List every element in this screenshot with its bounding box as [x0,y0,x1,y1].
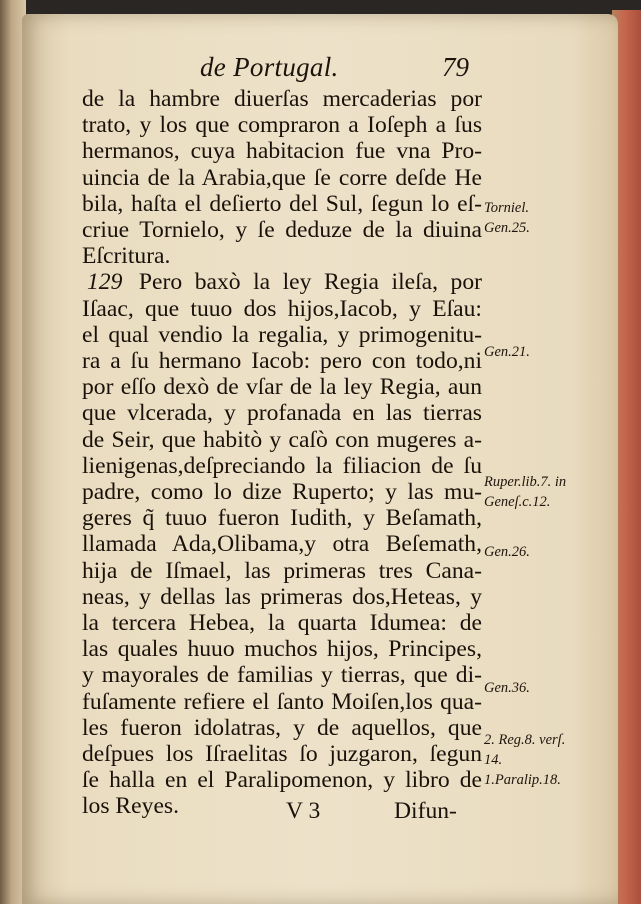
margin-note: Gen.25. [484,220,530,236]
text-line: criue Tornielo, y ſe deduze de la diuina [82,217,482,244]
margin-note: Gen.21. [484,344,530,360]
text-line: neas, y dellas las primeras dos,Heteas, y [82,583,482,610]
text-line: lienigenas,deſpreciando la filiacion de ſu [82,452,482,479]
text-line: por eſſo dexò de vſar de la ley Regia, aun [82,374,482,401]
text-line: hija de Iſmael, las primeras tres Cana- [82,557,482,584]
text-line: de la hambre diuerſas mercaderias por [82,86,482,112]
margin-note: Geneſ.c.12. [484,494,551,510]
text-line: ra a ſu hermano Iacob: pero con todo,ni [82,348,482,375]
margin-note: Torniel. [484,200,529,216]
book-page [22,14,618,904]
body-text [82,86,482,820]
signature-mark: V 3 [286,798,321,824]
page-number: 79 [442,52,469,82]
text-line: fuſamente refiere el ſanto Moiſen,los qua- [82,688,482,715]
text-line: les fueron idolatras, y de aquellos, que [82,714,482,741]
text-line: los Reyes. [82,793,179,820]
text-line: que vlcerada, y profanada en las tierras [82,400,482,427]
catchword: Difun- [394,798,457,824]
text-line: hermanos, cuya habitacion fue vna Pro- [82,138,482,165]
text-line: y mayorales de familias y tierras, que di- [82,662,482,689]
margin-note: Gen.26. [484,544,530,560]
text-line: ſe halla en el Paralipomenon, y libro de [82,767,482,794]
text-line: Eſcritura. [82,243,171,270]
text-line: de Seir, que habitò y caſò con mugeres a- [82,426,482,453]
text-line: las quales huuo muchos hijos, Principes, [82,636,482,663]
margin-note: Ruper.lib.7. in [484,474,567,490]
margin-note: 1.Paralip.18. [484,772,561,788]
section-first-line [82,269,482,295]
margin-note: 2. Reg.8. verſ. [484,732,566,748]
text-line: llamada Ada,Olibama,y otra Beſemath, [82,531,482,558]
text-line: padre, como lo dize Ruperto; y las mu- [82,479,482,506]
text-line: Pero baxò la ley Regia ileſa, por [138,269,483,296]
text-line: uincia de la Arabia,que ſe corre deſde He [82,164,482,191]
text-line: el qual vendio la regalia, y primogenitu- [82,321,482,348]
section-number: 129 [87,269,123,296]
text-line: bila, haſta el deſierto del Sul, ſegun lo eſ- [82,190,482,217]
text-line: deſpues los Iſraelitas ſo juzgaron, ſegun [82,741,482,768]
text-line: Iſaac, que tuuo dos hijos,Iacob, y Eſau: [82,295,482,322]
text-line: la tercera Hebea, la quarta Idumea: de [82,610,482,637]
text-line: geres q̃ tuuo fueron Iudith, y Beſamath, [82,505,482,532]
margin-note: 14. [484,752,503,768]
text-line: trato, y los que compraron a Ioſeph a ſus [82,112,482,139]
running-head: de Portugal. [200,52,339,82]
margin-note: Gen.36. [484,680,530,696]
